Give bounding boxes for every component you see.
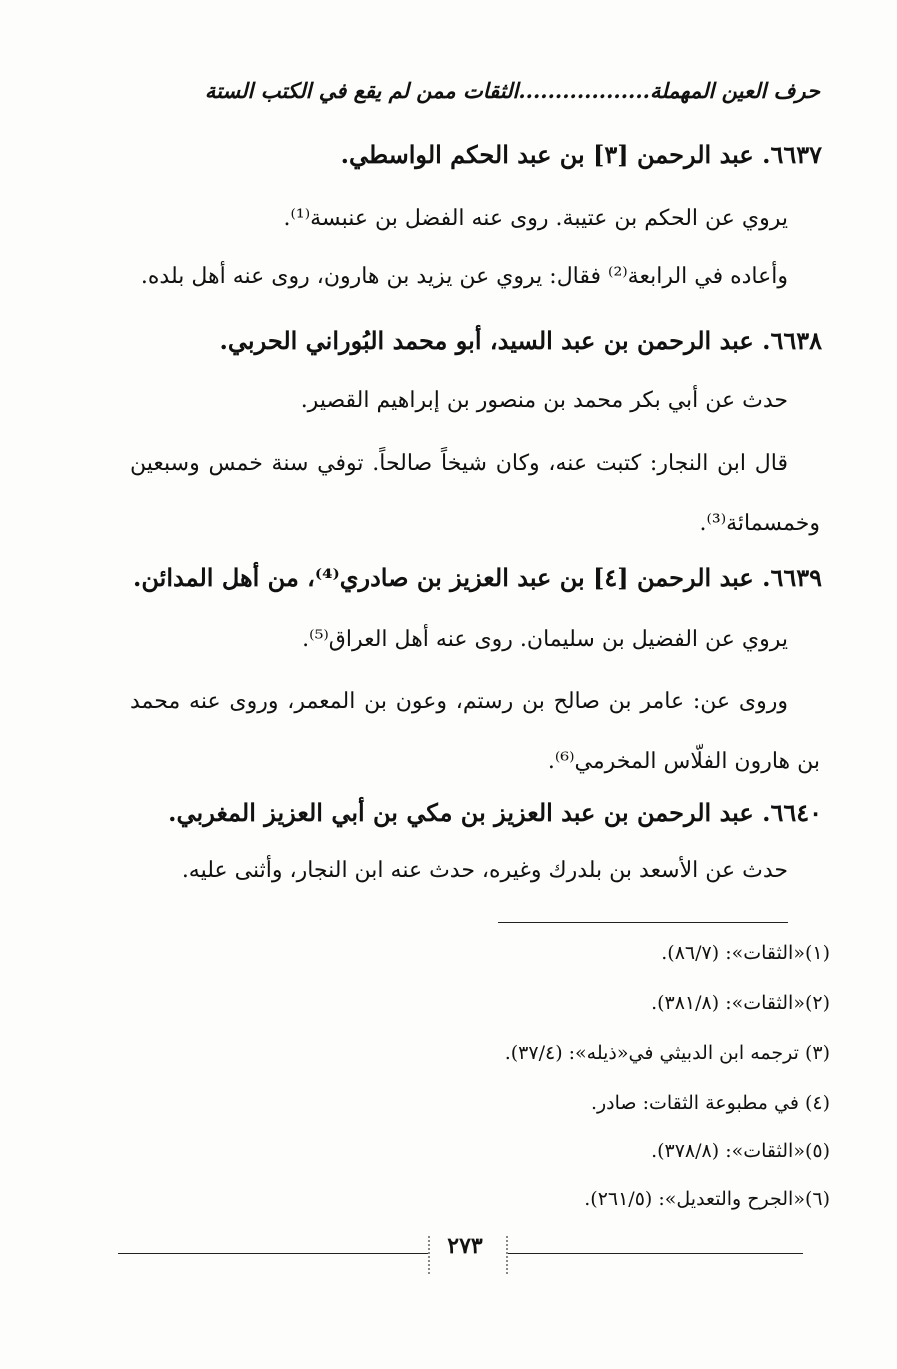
running-header: حرف العين المهملة..................الثقات ممن لم يقع في الكتب الستة (204, 78, 820, 103)
entry-6639-text-1: يروي عن الفضيل بن سليمان. روى عنه أهل العراق⁽⁵⁾. (302, 627, 788, 652)
entry-title-6638: ٦٦٣٨. عبد الرحمن بن عبد السيد، أبو محمد البُوراني الحربي. (219, 326, 822, 355)
bottom-rule-left (118, 1253, 430, 1254)
page-number: ٢٧٣ (447, 1233, 483, 1259)
entry-6638-text-1: حدث عن أبي بكر محمد بن منصور بن إبراهيم القصير. (300, 388, 788, 413)
entry-6637-text-2: وأعاده في الرابعة⁽²⁾ فقال: يروي عن يزيد بن هارون، روى عنه أهل بلده. (140, 264, 788, 289)
footnote-5: (٥)«الثقات»: (٣٧٨/٨). (651, 1140, 830, 1162)
footnote-separator (498, 922, 788, 923)
footnote-1: (١)«الثقات»: (٨٦/٧). (661, 942, 830, 964)
footnote-3: (٣) ترجمه ابن الدبيثي في«ذيله»: (٣٧/٤). (504, 1042, 830, 1064)
entry-6640-text-1: حدث عن الأسعد بن بلدرك وغيره، حدث عنه ابن النجار، وأثنى عليه. (181, 858, 788, 883)
entry-6638-text-2: قال ابن النجار: كتبت عنه، وكان شيخاً صالحاً. توفي سنة خمس وسبعين وخمسمائة⁽³⁾. (130, 451, 820, 536)
entry-title-6639: ٦٦٣٩. عبد الرحمن [٤] بن عبد العزيز بن صادري⁽⁴⁾، من أهل المدائن. (133, 563, 822, 592)
entry-title-6637: ٦٦٣٧. عبد الرحمن [٣] بن عبد الحكم الواسطي. (340, 140, 822, 169)
footnote-6: (٦)«الجرح والتعديل»: (٢٦١/٥). (584, 1188, 830, 1210)
entry-6639-text-2: وروى عن: عامر بن صالح بن رستم، وعون بن المعمر، وروى عنه محمد بن هارون الفلّاس المخرمي⁽⁶⁾. (130, 689, 820, 774)
entry-title-6640: ٦٦٤٠. عبد الرحمن بن عبد العزيز بن مكي بن أبي العزيز المغربي. (168, 798, 822, 827)
bottom-rule-right (508, 1253, 803, 1254)
entry-6637-text-1: يروي عن الحكم بن عتيبة. روى عنه الفضل بن عنبسة⁽¹⁾. (283, 206, 788, 231)
footnote-2: (٢)«الثقات»: (٣٨١/٨). (651, 992, 830, 1014)
footnote-4: (٤) في مطبوعة الثقات: صادر. (590, 1092, 830, 1114)
